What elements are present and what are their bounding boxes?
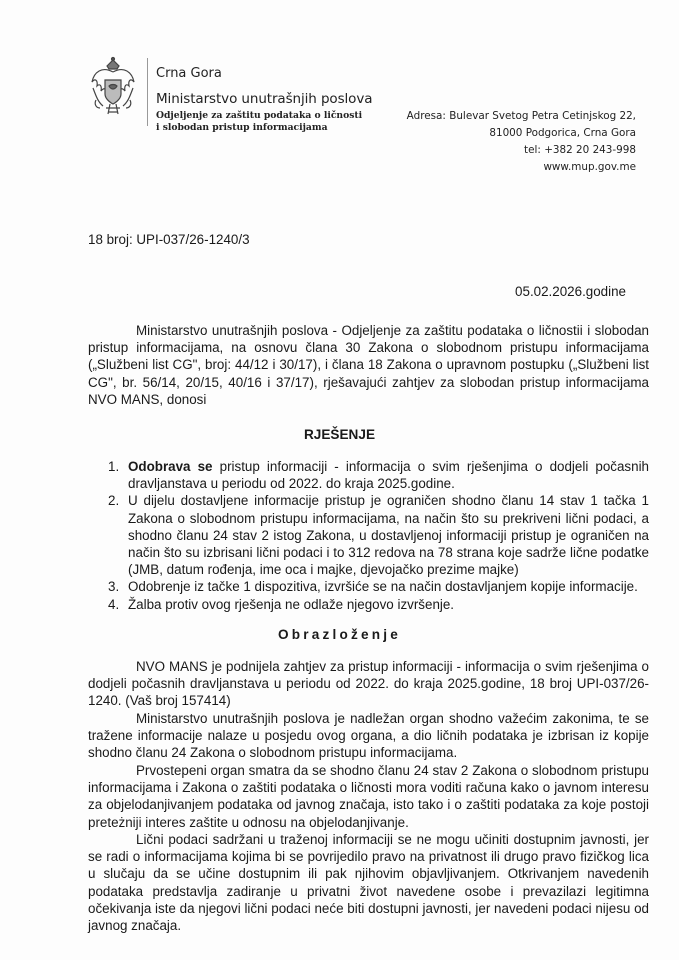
decision-title: RJEŠENJE [303, 427, 376, 442]
reasoning-paragraph: Lični podaci sadržani u traženoj informaciji se ne mogu učiniti dostupnim javnosti, jer se radi o informacijama kojima bi se povrijedilo pravo na privatnost ili drugo pravo fizičkog lica u slučaju da se učine dostupnim ili pak njihovim objavljivanjem. Otkrivanjem navedenih podataka predstavlja zadiranje u privatni život navedene osobe i prevazilazi legitimna očekivanja iste da njegovi lični podaci neće biti dostupni javnosti, jer navedeni podaci nijesu od javnog značaja. [88, 832, 649, 934]
reasoning-paragraph: Prvostepeni organ smatra da se shodno članu 24 stav 2 Zakona o slobodnom pristupu informacijama i Zakona o zaštiti podataka o ličnosti mora voditi računa kako o javnom interesu za objelodanjivanjem podataka od javnog značaja, isto tako i o zaštiti podataka za koje postoji preteżniji interes zaštite u odnosu na objelodanjivanje. [88, 763, 649, 830]
reasoning-paragraph: NVO MANS je podnijela zahtjev za pristup informaciji - informacija o svim rješenjima o dodjeli počasnih dravljanstava u periodu od 2022. do kraja 2025.godine, 18 broj UPI-037/26-1240. (Vaš broj 157414) [88, 659, 649, 709]
country-name: Crna Gora [156, 66, 222, 81]
department-name [156, 110, 362, 134]
intro-paragraph [88, 322, 649, 408]
intro-text: Ministarstvo unutrašnjih poslova - Odjeljenje za zaštitu podataka o ličnostii i slobodan pristup informacijama, na osnovu člana 30 Zakona o slobodnom pristupu informacijama („Službeni list CG", broj: 44/12 i 30/17), i člana 18 Zakona o upravnom postupku („Službeni list CG", br. 56/14, 20/15, 40/16 i 37/17), rješavajući zahtjev za slobodan pristup informacijama NVO MANS, donosi [88, 323, 649, 407]
ministry-name: Ministarstvo unutrašnjih poslova [156, 91, 373, 107]
document-date: 05.02.2026.godine [515, 284, 626, 299]
montenegro-coat-of-arms-icon [88, 56, 138, 118]
address-website: www.mup.gov.me [543, 161, 636, 173]
reference-number: 18 broj: UPI-037/26-1240/3 [88, 232, 250, 247]
decision-item-bold: Odobrava se [128, 459, 213, 474]
decision-list [108, 458, 649, 613]
reasoning-title: Obrazloženje [277, 627, 401, 642]
department-line-2: i slobodan pristup informacijama [156, 122, 328, 133]
address-street: Adresa: Bulevar Svetog Petra Cetinjskog 22, [406, 110, 636, 122]
decision-item: 2. U dijelu dostavljene informacije pristup je ograničen shodno članu 14 stav 1 tačka 1 Zakona o slobodnom pristupu informacijama, na način što su prekriveni lični podaci, a shodno članu 24 stav 2 istog Zakona, u dostavljenoj informaciji pristup je ograničen na način što su izbrisani lični podaci i to 312 redova na 78 strana koje sadrže lične podatke (JMB, datum rođenja, ime oca i majke, djevojačko prezime majke) [108, 493, 649, 578]
decision-item: 1. Odobrava se pristup informaciji - informacija o svim rješenjima o dodjeli počasnih dravljanstava u periodu od 2022. do kraja 2025.godine. [108, 459, 650, 492]
address-phone: tel: +382 20 243-998 [524, 144, 636, 156]
decision-item: 4. Žalba protiv ovog rješenja ne odlaže njegovo izvršenje. [108, 596, 455, 612]
header-divider [147, 58, 148, 126]
address-city: 81000 Podgorica, Crna Gora [489, 127, 636, 139]
department-line-1: Odjeljenje za zaštitu podataka o ličnosti [156, 110, 363, 121]
reasoning-paragraph: Ministarstvo unutrašnjih poslova je nadležan organ shodno važećim zakonima, te se tražene informacije nalaze u posjedu ovog organa, a dio ličnih podataka je izbrisan iz kopije shodno članu 24 Zakona o slobodnom pristupu informacijama. [88, 711, 649, 761]
decision-item: 3. Odobrenje iz tačke 1 dispozitiva, izvršiće se na način dostavljanjem kopije informacije. [108, 579, 638, 595]
ministry-address [407, 108, 636, 176]
